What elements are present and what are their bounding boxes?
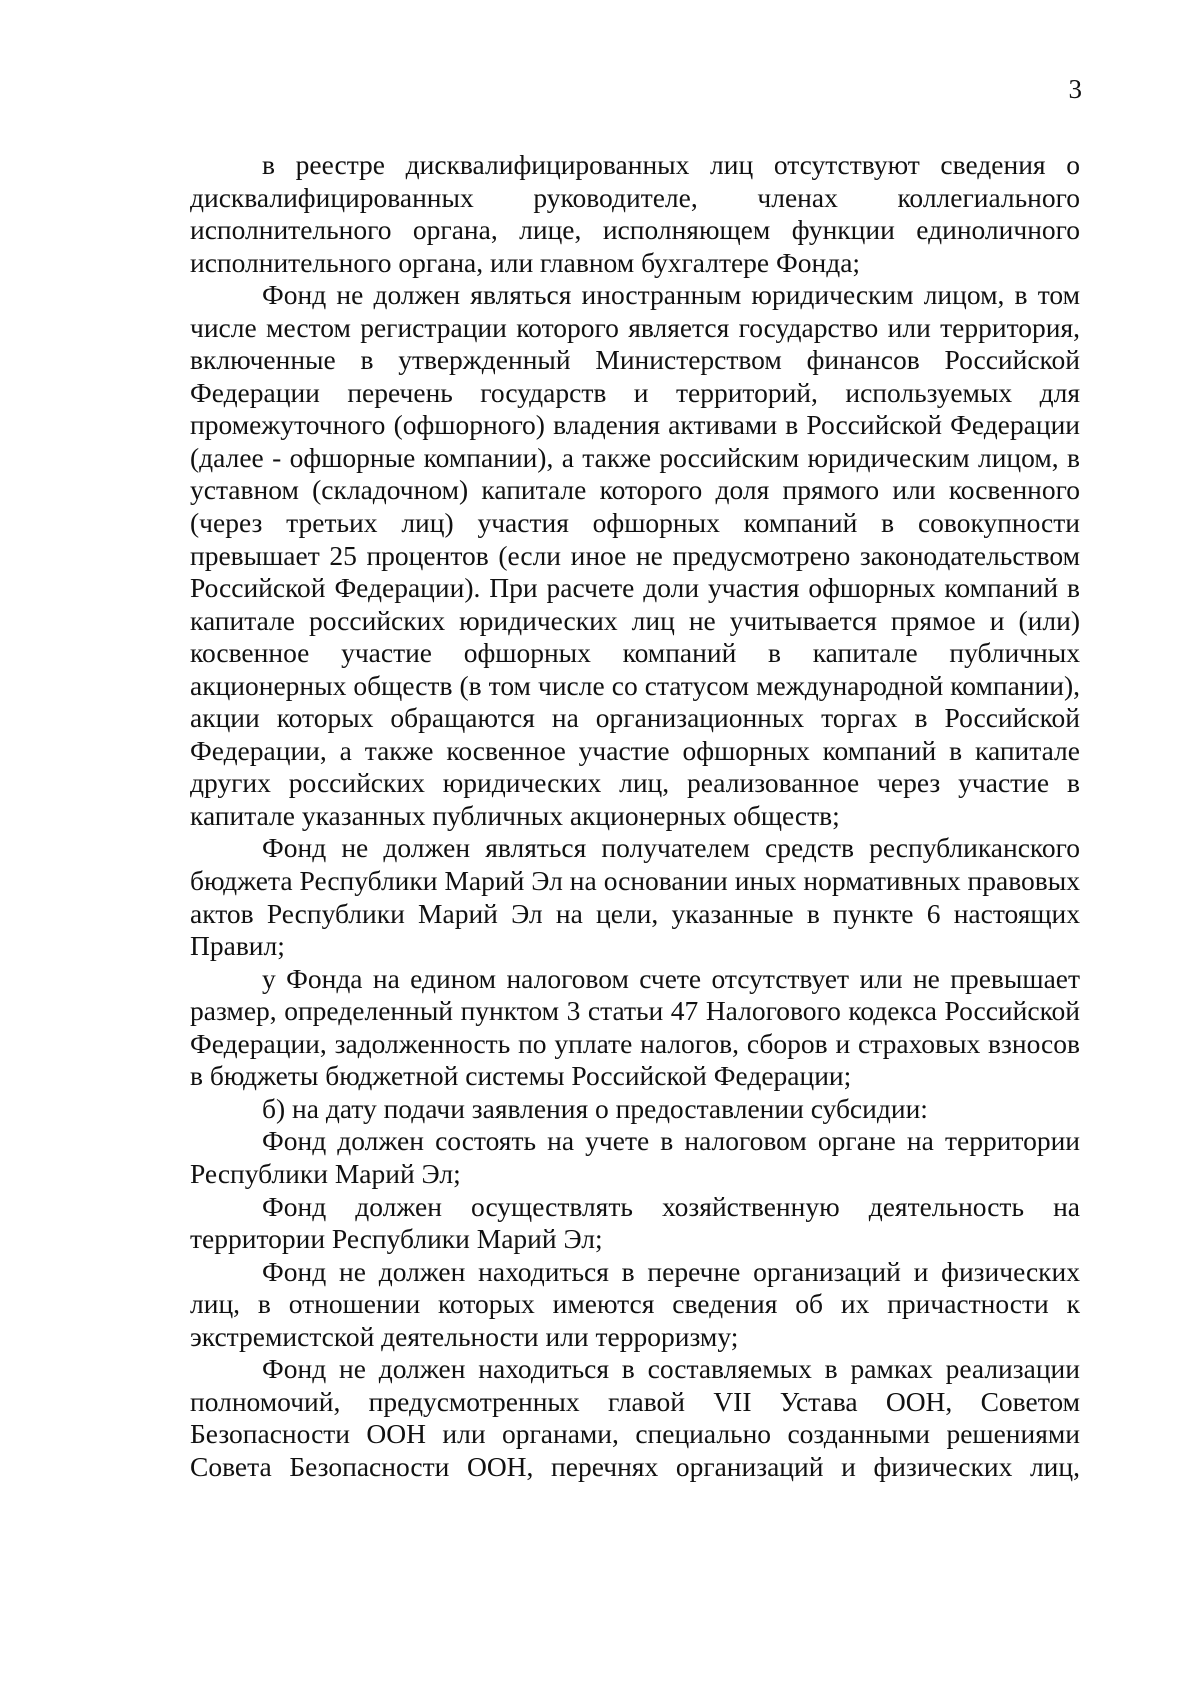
document-body	[190, 149, 1080, 1483]
paragraph-tax-registration: Фонд должен состоять на учете в налоговом органе на территории Республики Марий Эл;	[190, 1125, 1080, 1189]
paragraph-tax-debt: у Фонда на едином налоговом счете отсутствует или не превышает размер, определенный пунктом 3 статьи 47 Налогового кодекса Российской Федерации, задолженность по уплате налогов, сборов и страховых взносов в бюджеты бюджетной системы Российской Федерации;	[190, 962, 1080, 1092]
paragraph-extremism-list: Фонд не должен находиться в перечне организаций и физических лиц, в отношении которых имеются сведения об их причастности к экстремистской деятельности или терроризму;	[190, 1255, 1080, 1352]
page-number: 3	[1068, 74, 1082, 104]
paragraph-disqualified-registry: в реестре дисквалифицированных лиц отсутствуют сведения о дисквалифицированных руководителе, членах коллегиального исполнительного органа, лице, исполняющем функции единоличного исполнительного органа, или главном бухгалтере Фонда;	[190, 149, 1080, 278]
paragraph-economic-activity: Фонд должен осуществлять хозяйственную деятельность на территории Республики Марий Эл;	[190, 1190, 1080, 1255]
paragraph-offshore-companies: Фонд не должен являться иностранным юридическим лицом, в том числе местом регистрации которого является государство или территория, включенные в утвержденный Министерством финансов Российской Федерации перечень государств и территорий, используемых для промежуточного (офшорного) владения активами в Российской Федерации (далее - офшорные компании), а также российским юридическим лицом, в уставном (складочном) капитале которого доля прямого или косвенного (через третьих лиц) участия офшорных компаний в совокупности превышает 25 процентов (если иное не предусмотрено законодательством Российской Федерации). При расчете доли участия офшорных компаний в капитале российских юридических лиц не учитывается прямое и (или) косвенное участие офшорных компаний в капитале публичных акционерных обществ (в том числе со статусом международной компании), акции которых обращаются на организационных торгах в Российской Федерации, а также косвенное участие офшорных компаний в капитале других российских юридических лиц, реализованное через участие в капитале указанных публичных акционерных обществ;	[190, 279, 1080, 831]
paragraph-budget-recipient: Фонд не должен являться получателем средств республиканского бюджета Республики Марий Эл на основании иных нормативных правовых актов Республики Марий Эл на цели, указанные в пункте 6 настоящих Правил;	[190, 832, 1080, 962]
paragraph-application-date: б) на дату подачи заявления о предоставлении субсидии:	[262, 1092, 928, 1124]
paragraph-un-sanctions-list: Фонд не должен находиться в составляемых в рамках реализации полномочий, предусмотренных главой VII Устава ООН, Советом Безопасности ООН или органами, специально созданными решениями Совета Безопасности ООН, перечнях организаций и физических лиц,	[190, 1353, 1080, 1482]
